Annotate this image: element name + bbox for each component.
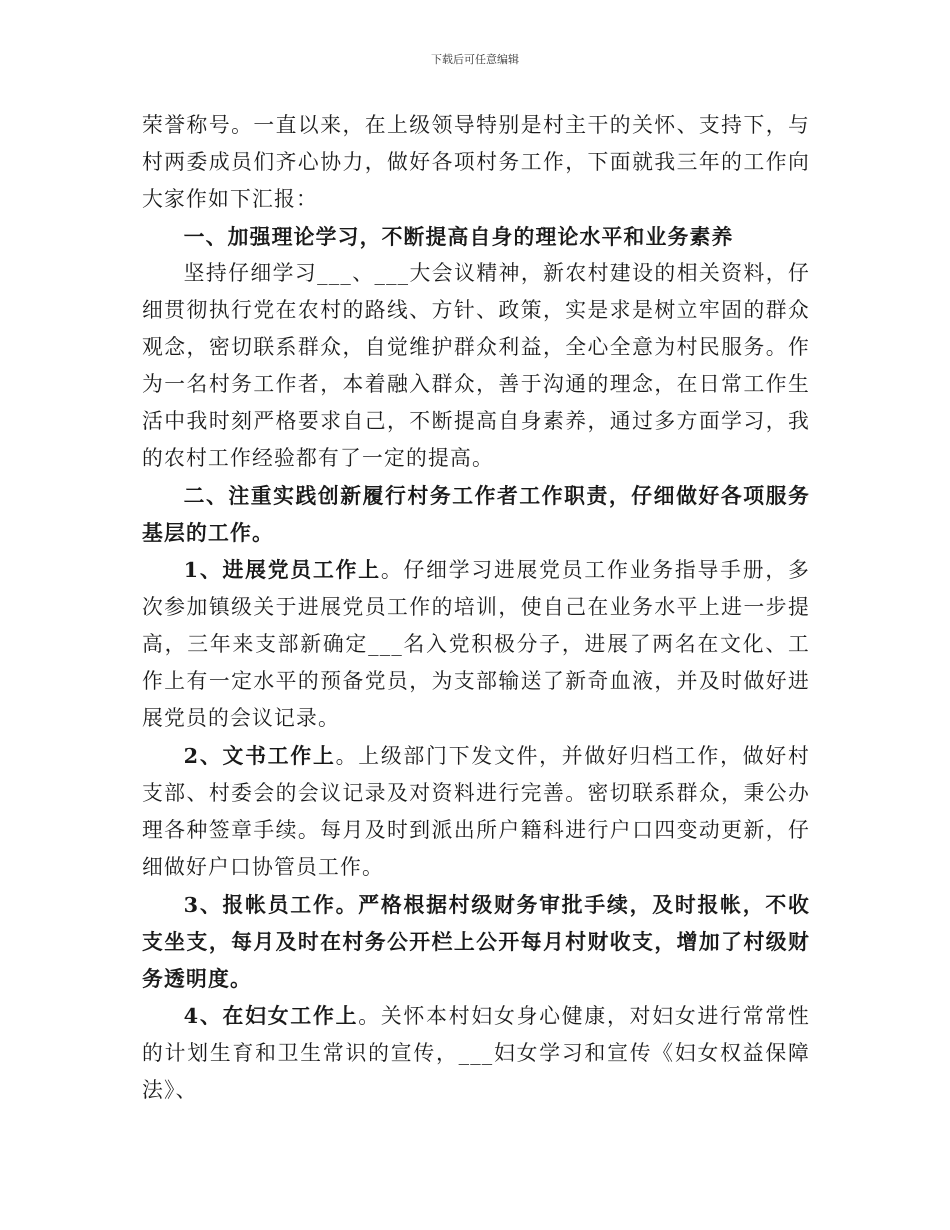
paragraph-party-member-work bbox=[142, 551, 810, 737]
paragraph-women-work bbox=[142, 997, 810, 1109]
paragraph-lead: 2、文书工作上 bbox=[183, 743, 336, 768]
paragraph-text: 。上级部门下发文件，并做好归档工作，做好村支部、村委会的会议记录及对资料进行完善。密切联系群众，秉公办理各种签章手续。每月及时到派出所户籍科进行户口四变动更新，仔细做好户口协管员工作。 bbox=[142, 744, 810, 879]
paragraph-clerk-work bbox=[142, 737, 810, 886]
page-header-note: 下载后可任意编辑 bbox=[431, 53, 519, 66]
paragraph-intro: 荣誉称号。一直以来，在上级领导特别是村主干的关怀、支持下，与村两委成员们齐心协力，做好各项村务工作，下面就我三年的工作向大家作如下汇报： bbox=[142, 113, 810, 211]
paragraph-text: 。仔细学习进展党员工作业务指导手册，多次参加镇级关于进展党员工作的培训，使自己在业务水平上进一步提高，三年来支部新确定___名入党积极分子，进展了两名在文化、工作上有一定水平的预备党员，为支部输送了新奇血液，并及时做好进展党员的会议记录。 bbox=[142, 558, 810, 730]
paragraph-lead: 1、进展党员工作上 bbox=[183, 557, 381, 582]
paragraph-theory-study: 坚持仔细学习___、___大会议精神，新农村建设的相关资料，仔细贯彻执行党在农村的路线、方针、政策，实是求是树立牢固的群众观念，密切联系群众，自觉维护群众利益，全心全意为村民服务。作为一名村务工作者，本着融入群众，善于沟通的理念，在日常工作生活中我时刻严格要求自己，不断提高自身素养，通过多方面学习，我的农村工作经验都有了一定的提高。 bbox=[142, 261, 810, 470]
paragraph-text: 。关怀本村妇女身心健康，对妇女进行常常性的计划生育和卫生常识的宣传，___妇女学习和宣传《妇女权益保障法》、 bbox=[142, 1004, 811, 1102]
paragraph-lead: 4、在妇女工作上 bbox=[183, 1003, 359, 1028]
section-heading-1: 一、加强理论学习，不断提高自身的理论水平和业务素养 bbox=[183, 224, 734, 249]
document-body bbox=[142, 107, 810, 1109]
paragraph-accounting-work: 3、报帐员工作。严格根据村级财务审批手续，及时报帐，不收支坐支，每月及时在村务公开栏上公开每月村财收支，增加了村级财务透明度。 bbox=[142, 892, 810, 991]
section-heading-2: 二、注重实践创新履行村务工作者工作职责，仔细做好各项服务基层的工作。 bbox=[142, 483, 810, 545]
